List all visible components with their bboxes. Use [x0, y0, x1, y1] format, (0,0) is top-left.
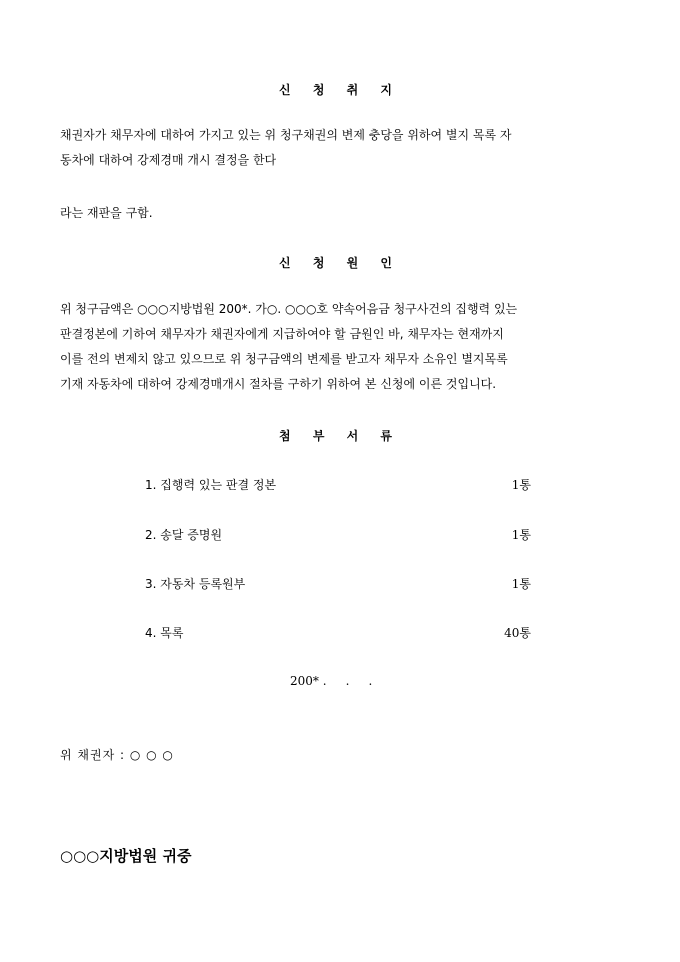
cause-line-2: 판결정본에 기하여 채무자가 채권자에게 지급하여야 할 금원인 바, 채무자는 현재까지 [60, 327, 504, 341]
cause-heading: 신 청 원 인 [279, 256, 401, 270]
cause-paragraph [60, 297, 626, 397]
purpose-heading: 신 청 취 지 [279, 83, 401, 97]
application-date: 200* . . . [290, 674, 373, 688]
cause-line-3: 이를 전의 변제치 않고 있으므로 위 청구금액의 변제를 받고자 채무자 소유인 별지목록 [60, 352, 508, 366]
court-addressee: ○○○지방법원 귀중 [60, 847, 192, 865]
attachment-count: 1통 [511, 478, 531, 492]
attachment-label: 2. 송달 증명원 [145, 528, 223, 542]
cause-line-1: 위 청구금액은 ○○○지방법원 200*. 가○. ○○○호 약속어음금 청구사건의 집행력 있는 [60, 302, 518, 316]
request-text: 라는 재판을 구함. [60, 206, 153, 220]
attachment-count: 40통 [504, 626, 531, 640]
attachment-label: 1. 집행력 있는 판결 정본 [145, 478, 277, 492]
purpose-line-1: 채권자가 채무자에 대하여 가지고 있는 위 청구채권의 변제 충당을 위하여 별지 목록 자 [60, 128, 512, 142]
creditor-line: 위 채권자 : ○ ○ ○ [60, 748, 174, 762]
attachment-label: 4. 목록 [145, 626, 184, 640]
purpose-line-2: 동차에 대하여 강제경매 개시 결정을 한다 [60, 153, 277, 167]
attachment-count: 1통 [511, 528, 531, 542]
cause-line-4: 기재 자동차에 대하여 강제경매개시 절차를 구하기 위하여 본 신청에 이른 것입니다. [60, 377, 497, 391]
attachments-heading: 첨 부 서 류 [279, 429, 401, 443]
attachment-count: 1통 [511, 577, 531, 591]
attachment-label: 3. 자동차 등록원부 [145, 577, 246, 591]
purpose-paragraph [60, 123, 626, 173]
